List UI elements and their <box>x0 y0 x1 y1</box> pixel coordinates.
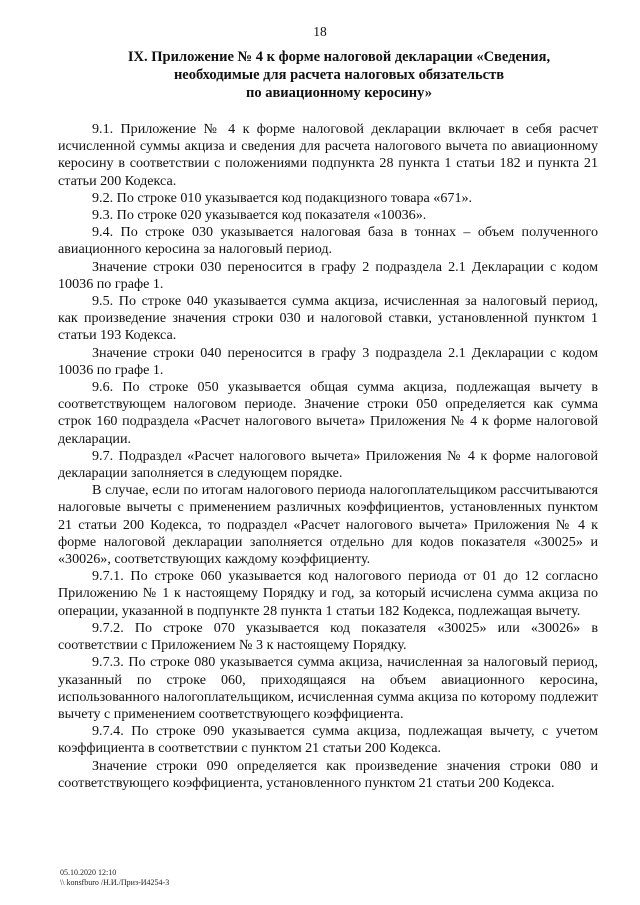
page-footer <box>60 868 169 888</box>
paragraph: Значение строки 090 определяется как произведение значения строки 080 и соответствующего коэффициента, установленного пунктом 21 статьи 200 Кодекса. <box>58 757 598 791</box>
paragraph: 9.7.4. По строке 090 указывается сумма акциза, подлежащая вычету, с учетом коэффициента в соответствии с пунктом 21 статьи 200 Кодекса. <box>58 723 598 757</box>
paragraph: 9.2. По строке 010 указывается код подакцизного товара «671». <box>92 189 473 206</box>
paragraph: В случае, если по итогам налогового периода налогоплательщиком рассчитываются налоговые вычеты с применением различных коэффициентов, установленных пунктом 21 статьи 200 Кодекса, то подраздел «Расчет налогового вычета» Приложения № 4 к форме налоговой декларации заполняется отдельно для кодов показателя «30025» и «30026», соответствующих каждому коэффициенту. <box>58 482 598 568</box>
paragraph: 9.4. По строке 030 указывается налоговая база в тоннах – объем полученного авиационного керосина за налоговый период. <box>58 224 598 258</box>
heading-line: IX. Приложение № 4 к форме налоговой декларации «Сведения, <box>127 49 551 65</box>
section-heading <box>84 48 594 102</box>
paragraph: 9.6. По строке 050 указывается общая сумма акциза, подлежащая вычету в соответствующем налоговом периоде. Значение строки 050 определяется как сумма строк 160 подраздела «Расчет налогового вычета» Приложения № 4 к форме налоговой декларации. <box>58 379 598 447</box>
paragraph: Значение строки 040 переносится в графу 3 подраздела 2.1 Декларации с кодом 10036 по графе 1. <box>58 344 598 378</box>
page-number: 18 <box>313 24 327 39</box>
heading-line: необходимые для расчета налоговых обязательств <box>173 67 505 83</box>
paragraph: 9.3. По строке 020 указывается код показателя «10036». <box>92 207 427 224</box>
paragraph: 9.5. По строке 040 указывается сумма акциза, исчисленная за налоговый период, как произведение значения строки 030 и налоговой ставки, установленной пунктом 1 статьи 193 Кодекса. <box>58 293 598 344</box>
paragraph: 9.7. Подраздел «Расчет налогового вычета» Приложения № 4 к форме налоговой декларации заполняется в следующем порядке. <box>58 447 598 482</box>
paragraph: 9.7.3. По строке 080 указывается сумма акциза, начисленная за налоговый период, указанный по строке 060, приходящаяся на объем авиационного керосина, использованного налогоплательщиком, исчисленная сумма акциза по которому подлежит вычету с применением соответствующего коэффициента. <box>58 654 598 722</box>
paragraph: 9.1. Приложение № 4 к форме налоговой декларации включает в себя расчет исчисленной суммы акциза и сведения для расчета налогового вычета по авиационному керосину в соответствии с положениями подпункта 28 пункта 1 статьи 182 и пункта 21 статьи 200 Кодекса. <box>58 121 598 189</box>
footer-timestamp: 05.10.2020 12:10 <box>60 868 117 877</box>
paragraph: 9.7.1. По строке 060 указывается код налогового периода от 01 до 12 согласно Приложению № 1 к настоящему Порядку и год, за который исчислена сумма акциза по операции, указанной в подпункте 28 пункта 1 статьи 182 Кодекса, подлежащая вычету. <box>58 568 598 619</box>
paragraph: 9.7.2. По строке 070 указывается код показателя «30025» или «30026» в соответствии с Приложением № 3 к настоящему Порядку. <box>58 619 598 654</box>
paragraph: Значение строки 030 переносится в графу 2 подраздела 2.1 Декларации с кодом 10036 по графе 1. <box>58 258 598 292</box>
document-body <box>58 121 598 792</box>
footer-file-path: \\ konsfburo /Н.И./Приз-И4254-3 <box>60 878 170 887</box>
heading-line: по авиационному керосину» <box>245 85 433 101</box>
